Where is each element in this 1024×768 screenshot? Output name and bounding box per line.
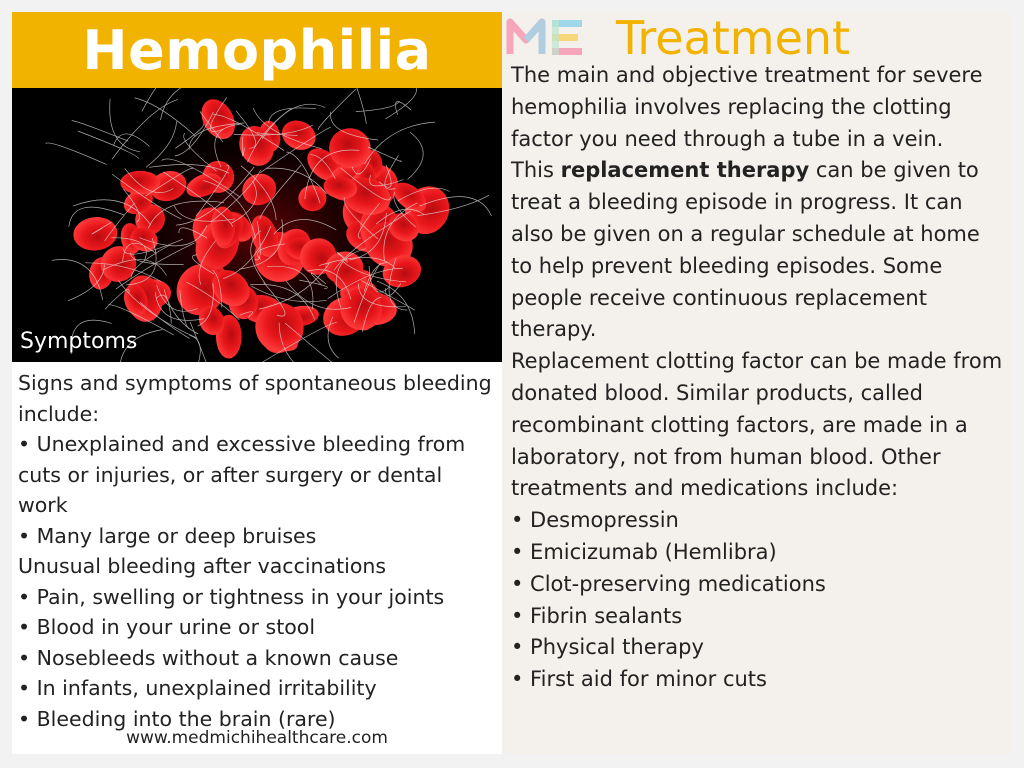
treatment-item: • Desmopressin <box>511 508 679 533</box>
website-url: www.medmichihealthcare.com <box>126 728 388 748</box>
treatment-panel <box>504 12 1012 754</box>
paragraph-2-post: can be given to treat a bleeding episode in progress. It can also be given on a regular schedule at home to help prevent bleeding episodes. Some people receive continuous replacement therapy. <box>511 158 980 342</box>
symptom-item: • Unexplained and excessive bleeding from cuts or injuries, or after surgery or dental work <box>18 432 466 517</box>
symptom-item: • Bleeding into the brain (rare) <box>18 706 336 731</box>
symptom-item: • Pain, swelling or tightness in your joints <box>18 584 445 609</box>
title-banner <box>12 12 502 88</box>
medmichi-logo <box>506 14 602 58</box>
symptom-item: • Blood in your urine or stool <box>18 615 316 639</box>
treatment-item: • First aid for minor cuts <box>511 667 767 692</box>
symptoms-intro: Signs and symptoms of spontaneous bleeding include: <box>18 371 492 426</box>
paragraph-2-pre: This <box>511 158 561 183</box>
image-caption: Symptoms <box>20 329 138 354</box>
replacement-therapy-bold: replacement therapy <box>560 158 810 183</box>
symptom-item: Unusual bleeding after vaccinations <box>18 554 387 578</box>
treatment-paragraph-2 <box>511 155 1007 346</box>
treatment-item: • Emicizumab (Hemlibra) <box>511 539 777 564</box>
fibrin-strand <box>46 143 107 164</box>
symptoms-panel <box>12 12 502 754</box>
treatment-paragraph-3: Replacement clotting factor can be made from donated blood. Similar products, called recombinant clotting factors, are made in a laboratory, not from human blood. Other treatments and medications include: <box>511 349 1003 501</box>
page-title: Hemophilia <box>82 18 432 82</box>
fibrin-strand <box>386 88 417 119</box>
fibrin-strand <box>72 121 128 142</box>
blood-clot-image <box>12 88 502 362</box>
symptoms-list <box>18 368 498 734</box>
blood-clot-illustration <box>12 88 502 362</box>
treatment-title: Treatment <box>616 11 851 65</box>
treatment-text <box>511 60 1007 696</box>
treatment-item: • Physical therapy <box>511 635 704 660</box>
fibrin-strand <box>353 88 366 124</box>
fibrin-strand <box>395 102 411 115</box>
fibrin-strand <box>142 88 189 112</box>
treatment-item: • Fibrin sealants <box>511 603 683 628</box>
symptom-item: • Nosebleeds without a known cause <box>18 645 399 670</box>
treatment-paragraph-1: The main and objective treatment for severe hemophilia involves replacing the clotting factor you need through a tube in a vein. <box>511 63 983 151</box>
symptom-item: • In infants, unexplained irritability <box>18 676 377 700</box>
symptom-item: • Many large or deep bruises <box>18 523 317 548</box>
treatment-item: • Clot-preserving medications <box>511 571 826 596</box>
logo-text: ME <box>506 14 508 15</box>
